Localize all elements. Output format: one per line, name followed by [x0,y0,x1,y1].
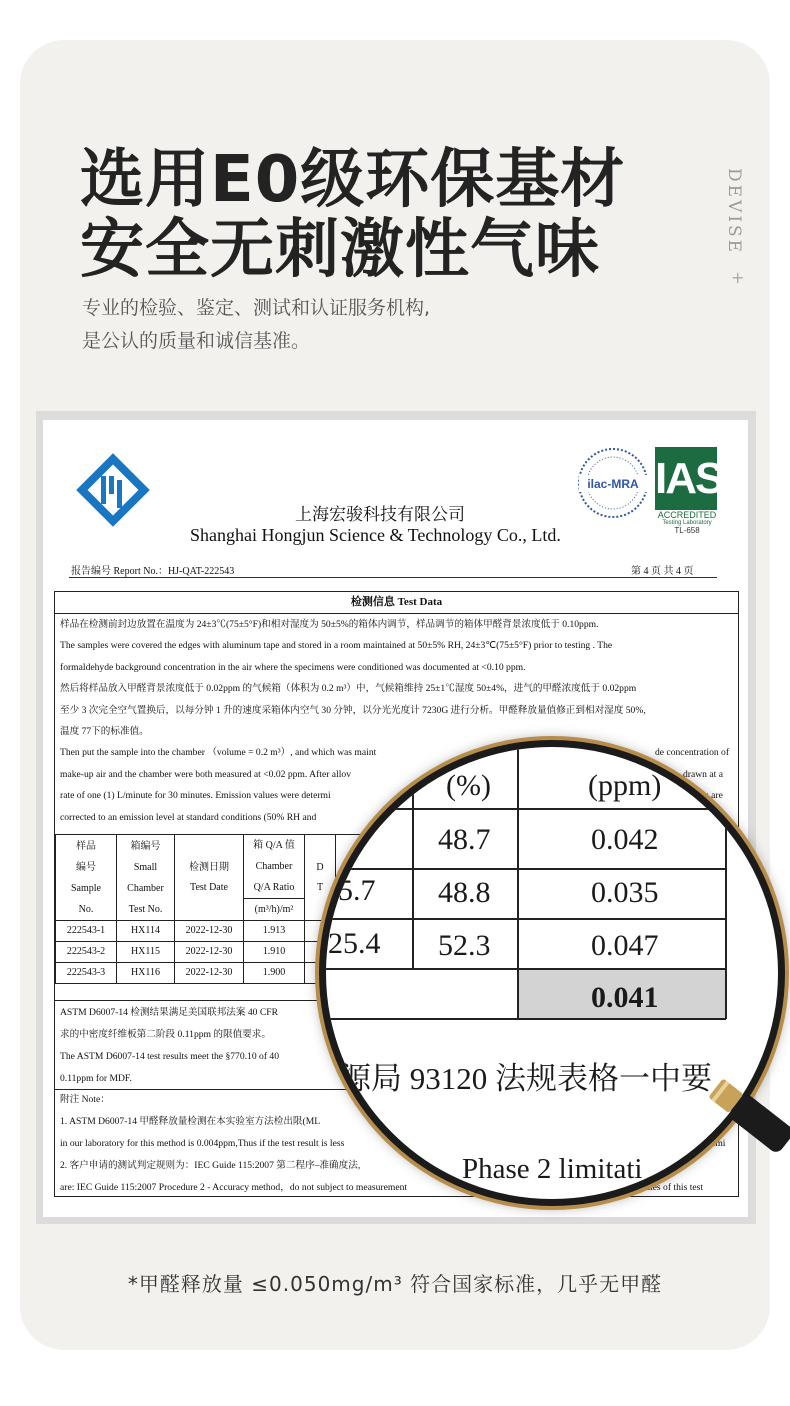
note-line: 附注 Note： [60,1094,110,1105]
headline-line-2: 安全无刺激性气味 [80,213,600,287]
astm-line: 求的中密度纤维板第二阶段 0.11ppm 的限值要求。 [60,1029,271,1040]
method-line: 温度 77下的标准值。 [60,726,149,738]
zoom-value: 0.035 [591,876,659,909]
h-line: Chamber [127,882,164,894]
cell-ratio: 1.900 [244,963,305,984]
note-line: are: IEC Guide 115:2007 Procedure 2 - Accuracy method，do not subject to measurement [60,1182,408,1193]
subtitle [82,292,430,358]
zoom-cn-text: 源局 93120 法规表格一中要 [340,1061,712,1096]
h-line: D [316,861,324,873]
cell-date: 2022-12-30 [175,942,244,963]
zoom-value: 0.042 [591,823,659,856]
table-row [56,921,336,942]
magnifier-lens [319,740,785,1206]
cell-chamber: HX114 [117,921,175,942]
note-line: in our laboratory for this method is 0.004ppm,Thus if the test result is less [60,1138,345,1149]
ias-lab-text: Testing Laboratory [662,520,712,526]
vertical-brand-text: DEVISE [724,168,744,256]
zoom-average: 0.041 [591,981,659,1014]
headline [80,145,625,285]
astm-line: The ASTM D6007-14 test results meet the §770.10 of 40 [60,1051,280,1062]
method-line: The samples were covered the edges with aluminum tape and stored in a room maintained at 50±5% RH, 24±3℃(75±5°F) prior to testing . The [60,640,613,652]
method-line: rate of one (1) L/minute for 30 minutes. Emission values were determi [60,790,331,802]
method-tail: s are [705,790,723,801]
cell-chamber: HX116 [117,963,175,984]
subtitle-line-1: 专业的检验、鉴定、测试和认证服务机构, [82,297,431,319]
cell-chamber: HX115 [117,942,175,963]
header-ratio-unit: (m³/h)/m² [244,899,305,921]
method-tail: drawn at a [683,769,723,780]
zoom-temp: 5.7 [338,874,376,907]
h-line: Small [133,861,158,873]
header-sample [56,835,117,921]
plus-mark: + [731,268,745,287]
method-line: 至少 3 次完全空气置换后，以每分钟 1 升的速度采箱体内空气 30 分钟，以分光光度计 7230G 进行分析。甲醛释放量值修正到相对湿度 50%, [60,704,646,716]
zoom-value: 0.047 [591,929,659,962]
method-line: Then put the sample into the chamber （volume = 0.2 m³）, and which was maint [60,747,377,759]
note-line: 2. 客户申请的测试判定规则为：IEC Guide 115:2007 第二程序–准确度法, [60,1160,361,1171]
footer-caption: *甲醛释放量 ≤0.050mg/m³ 符合国家标准，几乎无甲醛 [127,1272,663,1296]
headline-line-1: 选用E0级环保基材 [80,143,626,217]
h-line: 箱编号 [130,840,161,852]
ias-tl-block [649,520,725,535]
h-line: Chamber [255,861,293,872]
company-name-cn: 上海宏骏科技有限公司 [295,505,465,524]
header-ratio [244,835,305,899]
cell-sample: 222543-2 [56,942,117,963]
zoom-humidity: 48.7 [438,823,491,856]
method-line: 样品在检测前封边放置在温度为 24±3℃(75±5°F)和相对湿度为 50±5%的箱体内调节，样品调节的箱体甲醛背景浓度低于 0.10ppm. [60,619,599,630]
h-line: 样品 [76,840,96,852]
page-number: 第 4 页 共 4 页 [631,566,694,577]
zoom-temp: 25.4 [328,927,381,960]
cell-ratio: 1.913 [244,921,305,942]
method-line: corrected to an emission level at standard conditions (50% RH and [60,811,317,823]
company-name-en: Shanghai Hongjun Science & Technology Co., Ltd. [190,525,561,545]
zoomed-table-lines-icon [326,747,778,1199]
note-line: 1. ASTM D6007-14 甲醛释放量检测在本实验室方法检出限(ML [60,1116,321,1127]
cell-ratio: 1.910 [244,942,305,963]
method-line: 然后将样品放入甲醛背景浓度低于 0.02ppm 的气候箱（体积为 0.2 m³）中，气候箱维持 25±1℃湿度 50±4%，进气的甲醛浓度低于 0.02ppm [60,683,637,695]
ias-logo: IAS [655,447,717,510]
h-line: No. [78,903,94,915]
zoom-header-pct: (%) [446,769,491,802]
h-line: T [316,881,324,893]
zoom-header-ppm: (ppm) [588,769,662,802]
cell-sample: 222543-1 [56,921,117,942]
h-line: Q/A Ratio [253,882,295,893]
method-line: make-up air and the chamber were both measured at <0.02 ppm. After allov [60,768,351,780]
table-row [56,942,336,963]
cell-date: 2022-12-30 [175,963,244,984]
h-line: 箱 Q/A 值 [253,840,295,851]
report-number: 报告编号 Report No.：HJ-QAT-222543 [71,566,235,577]
ilac-mra-logo-icon [576,446,651,521]
astm-line: ASTM D6007-14 检测结果满足美国联邦法案 40 CFR [60,1007,279,1018]
ias-tl-number: TL-658 [674,526,700,535]
company-logo-icon [73,450,153,530]
ias-accredited-text: ACCREDITED [657,510,717,520]
section-title: 检测信息 Test Data [55,592,738,614]
table-row [56,963,336,984]
h-line: Test Date [190,881,228,893]
method-tail: de concentration of [655,747,730,758]
cell-date: 2022-12-30 [175,921,244,942]
astm-line: 0.11ppm for MDF. [60,1073,132,1084]
note-tail: limi [710,1138,726,1149]
results-table [55,834,336,984]
h-line: Test No. [128,903,163,915]
zoom-en-text: Phase 2 limitati [462,1153,643,1185]
method-line: formaldehyde background concentration in the air where the specimens were conditioned was documented at <0.10 ppm. [60,661,526,673]
subtitle-line-2: 是公认的质量和诚信基准。 [82,330,311,352]
header-date [175,835,244,921]
cell-sample: 222543-3 [56,963,117,984]
zoom-humidity: 48.8 [438,876,491,909]
note-tail: rules of this test [642,1182,704,1193]
ilac-text: ilac-MRA [587,477,639,491]
h-line: 编号 [76,861,96,873]
h-line: Sample [71,882,101,894]
zoom-humidity: 52.3 [438,929,491,962]
header-chamber [117,835,175,921]
ias-accredited [649,510,725,520]
header-rule [69,577,717,578]
h-line: 检测日期 [189,861,229,873]
